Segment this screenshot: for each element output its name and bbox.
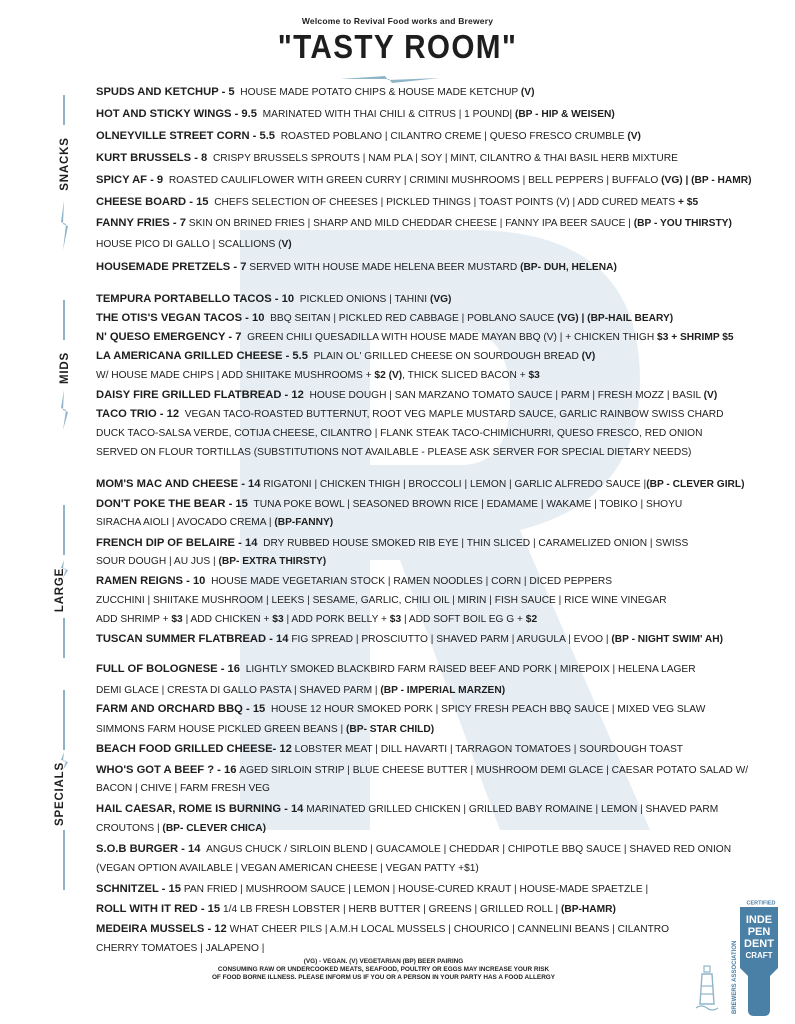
buoy-icon — [696, 964, 718, 1014]
specials-line-top — [63, 690, 65, 750]
badge-line-2: PEN — [747, 926, 771, 938]
menu-item-french-dip: FRENCH DIP OF BELAIRE - 14 DRY RUBBED HOUSE SMOKED RIB EYE | THIN SLICED | CARAMELIZED ONION | SWISS — [96, 537, 689, 549]
menu-item-ramen-cont-1: ZUCCHINI | SHIITAKE MUSHROOM | LEEKS | SESAME, GARLIC, CHILI OIL | MIRIN | FISH SAUCE | RICE WINE VINEGAR — [96, 595, 667, 606]
menu-item-taco-trio-cont-1: DUCK TACO-SALSA VERDE, COTIJA CHEESE, CILANTRO | FLANK STEAK TACO-CHIMICHURRI, QUESO FRESCO, RED ONION — [96, 428, 703, 439]
menu-item-bolognese-cont: DEMI GLACE | CRESTA DI GALLO PASTA | SHAVED PARM | (BP - IMPERIAL MARZEN) — [96, 685, 506, 696]
menu-item-farm-orchard-bbq: FARM AND ORCHARD BBQ - 15 HOUSE 12 HOUR SMOKED PORK | SPICY FRESH PEACH BBQ SAUCE | MIXED VEG SLAW — [96, 703, 706, 715]
menu-item-bolognese: FULL OF BOLOGNESE - 16 LIGHTLY SMOKED BLACKBIRD FARM RAISED BEEF AND PORK | MIREPOIX | HELENA LAGER — [96, 663, 696, 675]
menu-item-pretzels: HOUSEMADE PRETZELS - 7 SERVED WITH HOUSE MADE HELENA BEER MUSTARD (BP- DUH, HELENA) — [96, 261, 617, 273]
lightning-bolt-icon — [57, 200, 71, 250]
menu-item-beef-cont: BACON | CHIVE | FARM FRESH VEG — [96, 783, 270, 794]
menu-item-ramen-cont-2: ADD SHRIMP + $3 | ADD CHICKEN + $3 | ADD PORK BELLY + $3 | ADD SOFT BOIL EG G + $2 — [96, 614, 538, 625]
menu-item-cheese-board: CHEESE BOARD - 15 CHEFS SELECTION OF CHEESES | PICKLED THINGS | TOAST POINTS (V) | ADD CURED MEATS + $5 — [96, 196, 699, 208]
menu-item-mussels-cont: CHERRY TOMATOES | JALAPENO | — [96, 943, 265, 954]
menu-item-queso-emergency: N' QUESO EMERGENCY - 7 GREEN CHILI QUESADILLA WITH HOUSE MADE MAYAN BBQ (V) | + CHICKEN THIGH $3 + SHRIMP $5 — [96, 331, 734, 343]
menu-item-fanny-fries: FANNY FRIES - 7 SKIN ON BRINED FRIES | SHARP AND MILD CHEDDAR CHEESE | FANNY IPA BEER SAUCE | (BP - YOU THIRSTY) — [96, 217, 732, 229]
footer-warning-1: CONSUMING RAW OR UNDERCOOKED MEATS, SEAFOOD, POULTRY OR EGGS MAY INCREASE YOUR RISK — [217, 966, 550, 973]
menu-item-roll-with-it: ROLL WITH IT RED - 15 1/4 LB FRESH LOBSTER | HERB BUTTER | GREENS | GRILLED ROLL | (BP-HAMR) — [96, 903, 616, 915]
menu-item-beach-grilled-cheese: BEACH FOOD GRILLED CHEESE- 12 LOBSTER MEAT | DILL HAVARTI | TARRAGON TOMATOES | SOURDOUGH TOAST — [96, 743, 683, 755]
menu-item-taco-trio-cont-2: SERVED ON FLOUR TORTILLAS (SUBSTITUTIONS NOT AVAILABLE - PLEASE ASK SERVER FOR SPECIAL DIETARY NEEDS) — [96, 447, 692, 458]
specials-line-bottom — [63, 830, 65, 890]
menu-item-sob-burger: S.O.B BURGER - 14 ANGUS CHUCK / SIRLOIN BLEND | GUACAMOLE | CHEDDAR | CHIPOTLE BBQ SAUCE | SHAVED RED ONION — [96, 843, 732, 855]
menu-item-tempura-tacos: TEMPURA PORTABELLO TACOS - 10 PICKLED ONIONS | TAHINI (VG) — [96, 293, 452, 305]
badge-certified: CERTIFIED — [746, 900, 776, 907]
footer-legend: (VG) - VEGAN. (V) VEGETARIAN (BP) BEER PAIRING — [303, 958, 464, 965]
section-label-snacks: SNACKS — [59, 137, 71, 191]
menu-item-schnitzel: SCHNITZEL - 15 PAN FRIED | MUSHROOM SAUCE | LEMON | HOUSE-CURED KRAUT | HOUSE-MADE SPAETZLE | — [96, 883, 649, 895]
menu-item-burger-cont: (VEGAN OPTION AVAILABLE | VEGAN AMERICAN CHEESE | VEGAN PATTY +$1) — [96, 863, 479, 874]
menu-item-poke-bear: DON'T POKE THE BEAR - 15 TUNA POKE BOWL | SEASONED BROWN RICE | EDAMAME | WAKAME | TOBIKO | SHOYU — [96, 498, 683, 510]
menu-item-whos-got-a-beef: WHO'S GOT A BEEF ? - 16 AGED SIRLOIN STRIP | BLUE CHEESE BUTTER | MUSHROOM DEMI GLACE | CAESAR POTATO SALAD W/ — [96, 764, 749, 776]
menu-item-french-dip-cont: SOUR DOUGH | AU JUS | (BP- EXTRA THIRSTY) — [96, 556, 327, 567]
menu-item-ramen-reigns: RAMEN REIGNS - 10 HOUSE MADE VEGETARIAN STOCK | RAMEN NOODLES | CORN | DICED PEPPERS — [96, 575, 613, 587]
independent-craft-badge — [728, 898, 780, 1016]
large-line-top — [63, 505, 65, 555]
menu-item-spicy-af: SPICY AF - 9 ROASTED CAULIFLOWER WITH GREEN CURRY | CRIMINI MUSHROOMS | BELL PEPPERS | BUFFALO (VG) | (BP - HAMR) — [96, 174, 752, 186]
menu-item-bbq-cont: SIMMONS FARM HOUSE PICKLED GREEN BEANS | (BP- STAR CHILD) — [96, 724, 435, 735]
menu-item-tuscan-flatbread: TUSCAN SUMMER FLATBREAD - 14 FIG SPREAD | PROSCIUTTO | SHAVED PARM | ARUGULA | EVOO | (BP - NIGHT SWIM' AH) — [96, 633, 724, 645]
menu-item-daisy-flatbread: DAISY FIRE GRILLED FLATBREAD - 12 HOUSE DOUGH | SAN MARZANO TOMATO SAUCE | PARM | FRESH MOZZ | BASIL (V) — [96, 389, 718, 401]
badge-line-1: INDE — [745, 914, 773, 926]
menu-item-moms-mac: MOM'S MAC AND CHEESE - 14 RIGATONI | CHICKEN THIGH | BROCCOLI | LEMON | GARLIC ALFREDO SAUCE |(BP - CLEVER GIRL) — [96, 478, 745, 490]
badge-side-text: BREWERS ASSOCIATION — [732, 940, 738, 1014]
menu-item-poke-cont: SIRACHA AIOLI | AVOCADO CREMA | (BP-FANNY) — [96, 517, 334, 528]
section-label-mids: MIDS — [59, 352, 71, 384]
badge-line-3: DENT — [744, 938, 774, 950]
menu-item-americana-cont: W/ HOUSE MADE CHIPS | ADD SHIITAKE MUSHROOMS + $2 (V), THICK SLICED BACON + $3 — [96, 370, 540, 381]
lightning-bolt-icon — [340, 72, 440, 86]
menu-item-spuds: SPUDS AND KETCHUP - 5 HOUSE MADE POTATO CHIPS & HOUSE MADE KETCHUP (V) — [96, 86, 535, 98]
menu-item-street-corn: OLNEYVILLE STREET CORN - 5.5 ROASTED POBLANO | CILANTRO CREME | QUESO FRESCO CRUMBLE (V) — [96, 130, 641, 142]
section-label-large: LARGE — [54, 567, 66, 613]
badge-line-4: CRAFT — [745, 951, 773, 960]
page-title: "TASTY ROOM" — [277, 28, 518, 65]
menu-item-taco-trio: TACO TRIO - 12 VEGAN TACO-ROASTED BUTTERNUT, ROOT VEG MAPLE MUSTARD SAUCE, GARLIC RAINBOW SWISS CHARD — [96, 408, 724, 420]
menu-item-americana-grilled-cheese: LA AMERICANA GRILLED CHEESE - 5.5 PLAIN OL' GRILLED CHEESE ON SOURDOUGH BREAD (V) — [96, 350, 596, 362]
menu-item-otis-vegan-tacos: THE OTIS'S VEGAN TACOS - 10 BBQ SEITAN | PICKLED RED CABBAGE | POBLANO SAUCE (VG) | (BP-HAIL BEARY) — [96, 312, 674, 324]
menu-item-medeira-mussels: MEDEIRA MUSSELS - 12 WHAT CHEER PILS | A.M.H LOCAL MUSSELS | CHOURICO | CANNELINI BEANS | CILANTRO — [96, 923, 670, 935]
menu-item-wings: HOT AND STICKY WINGS - 9.5 MARINATED WITH THAI CHILI & CITRUS | 1 POUND| (BP - HIP & WEISEN) — [96, 108, 615, 120]
menu-item-hail-caesar: HAIL CAESAR, ROME IS BURNING - 14 MARINATED GRILLED CHICKEN | GRILLED BABY ROMAINE | LEMON | SHAVED PARM — [96, 803, 719, 815]
footer-warning-2: OF FOOD BORNE ILLNESS. PLEASE INFORM US IF YOU OR A PERSON IN YOUR PARTY HAS A FOOD ALLERGY — [211, 974, 556, 981]
menu-item-kurt-brussels: KURT BRUSSELS - 8 CRISPY BRUSSELS SPROUTS | NAM PLA | SOY | MINT, CILANTRO & THAI BASIL HERB MIXTURE — [96, 152, 678, 164]
welcome-text: Welcome to Revival Food works and Brewery — [301, 16, 494, 26]
section-label-specials: SPECIALS — [54, 762, 66, 826]
menu-item-caesar-cont: CROUTONS | (BP- CLEVER CHICA) — [96, 823, 266, 834]
menu-item-fanny-fries-cont: HOUSE PICO DI GALLO | SCALLIONS (V) — [96, 239, 292, 250]
snacks-line-top — [63, 95, 65, 125]
